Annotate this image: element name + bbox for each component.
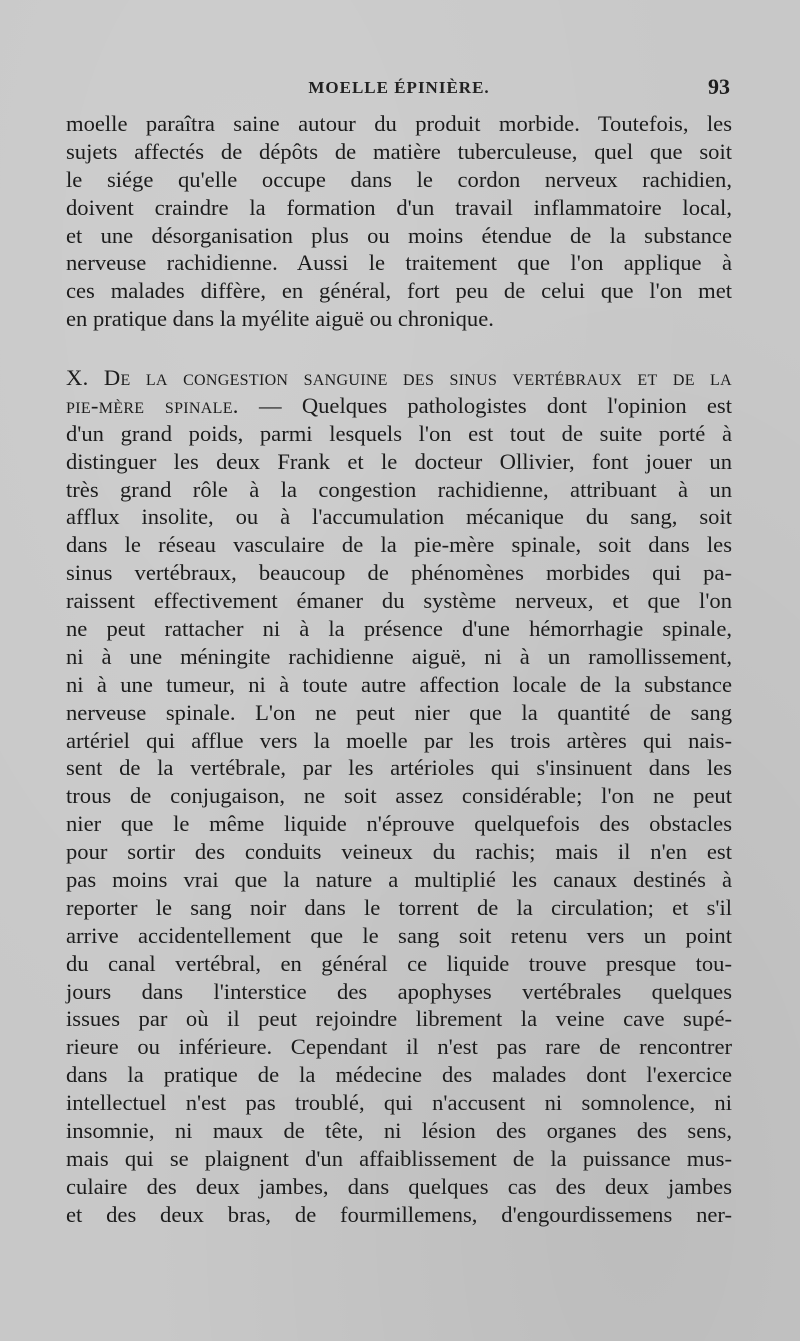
section-heading: X. De la congestion sanguine des sinus vertébraux et de la [66,365,732,390]
text-line: ni à une tumeur, ni à toute autre affection locale de la substance [66,671,732,697]
text-line: pour sortir des conduits veineux du rachis; mais il n'en est [66,839,732,865]
text-line: et des deux bras, de fourmillemens, d'engourdissemens ner- [66,1201,732,1227]
text-line: dans la pratique de la médecine des malades dont l'exercice [66,1062,732,1088]
text-line: dans le réseau vasculaire de la pie-mère spinale, soit dans les [66,532,732,558]
text-line: nerveuse spinale. L'on ne peut nier que la quantité de sang [66,699,732,725]
text-line [66,392,732,420]
text-line: ni à une méningite rachidienne aiguë, ni à un ramollissement, [66,643,732,669]
text-line: rieure ou inférieure. Cependant il n'est pas rare de rencontrer [66,1034,732,1060]
text-line: sujets affectés de dépôts de matière tuberculeuse, quel que soit [66,138,732,164]
text-line: nerveuse rachidienne. Aussi le traitement que l'on applique à [66,250,732,276]
running-title: MOELLE ÉPINIÈRE. [308,78,490,97]
text-line: trous de conjugaison, ne soit assez considérable; l'on ne peut [66,783,732,809]
text-line-rest: — Quelques pathologistes dont l'opinion est [238,392,732,418]
page-number: 93 [708,74,730,99]
text-line: sinus vertébraux, beaucoup de phénomènes morbides qui pa- [66,560,732,586]
text-line: jours dans l'interstice des apophyses vertébrales quelques [66,978,732,1004]
text-line: pas moins vrai que la nature a multiplié les canaux destinés à [66,867,732,893]
text-line: insomnie, ni maux de tête, ni lésion des organes des sens, [66,1118,732,1144]
text-line: reporter le sang noir dans le torrent de la circulation; et s'il [66,894,732,920]
paragraph-continued [66,110,732,333]
text-line: en pratique dans la myélite aiguë ou chronique. [66,306,494,332]
text-line: afflux insolite, ou à l'accumulation mécanique du sang, soit [66,504,732,530]
text-line: artériel qui afflue vers la moelle par les trois artères qui nais- [66,727,732,753]
running-head [66,74,732,104]
text-line: intellectuel n'est pas troublé, qui n'accusent ni somnolence, ni [66,1090,732,1116]
section-heading-continued: pie-mère spinale. [66,392,239,418]
text-line: ne peut rattacher ni à la présence d'une hémorrhagie spinale, [66,616,732,642]
section-x [66,364,732,1229]
text-line: raissent effectivement émaner du système nerveux, et que l'on [66,588,732,614]
text-line: arrive accidentellement que le sang soit retenu vers un point [66,922,732,948]
text-line: ces malades diffère, en général, fort peu de celui que l'on met [66,278,732,304]
text-line: sent de la vertébrale, par les artérioles qui s'insinuent dans les [66,755,732,781]
text-line: mais qui se plaignent d'un affaiblissement de la puissance mus- [66,1145,732,1171]
text-line: et une désorganisation plus ou moins étendue de la substance [66,222,732,248]
text-line: distinguer les deux Frank et le docteur Ollivier, font jouer un [66,448,732,474]
text-line: d'un grand poids, parmi lesquels l'on est tout de suite porté à [66,420,732,446]
text-line: doivent craindre la formation d'un travail inflammatoire local, [66,194,732,220]
text-line: nier que le même liquide n'éprouve quelquefois des obstacles [66,811,732,837]
text-line: issues par où il peut rejoindre librement la veine cave supé- [66,1006,732,1032]
text-line: du canal vertébral, en général ce liquide trouve presque tou- [66,950,732,976]
text-line: culaire des deux jambes, dans quelques cas des deux jambes [66,1173,732,1199]
text-line: moelle paraîtra saine autour du produit morbide. Toutefois, les [66,111,732,136]
text-line: très grand rôle à la congestion rachidienne, attribuant à un [66,476,732,502]
text-line: le siége qu'elle occupe dans le cordon nerveux rachidien, [66,166,732,192]
